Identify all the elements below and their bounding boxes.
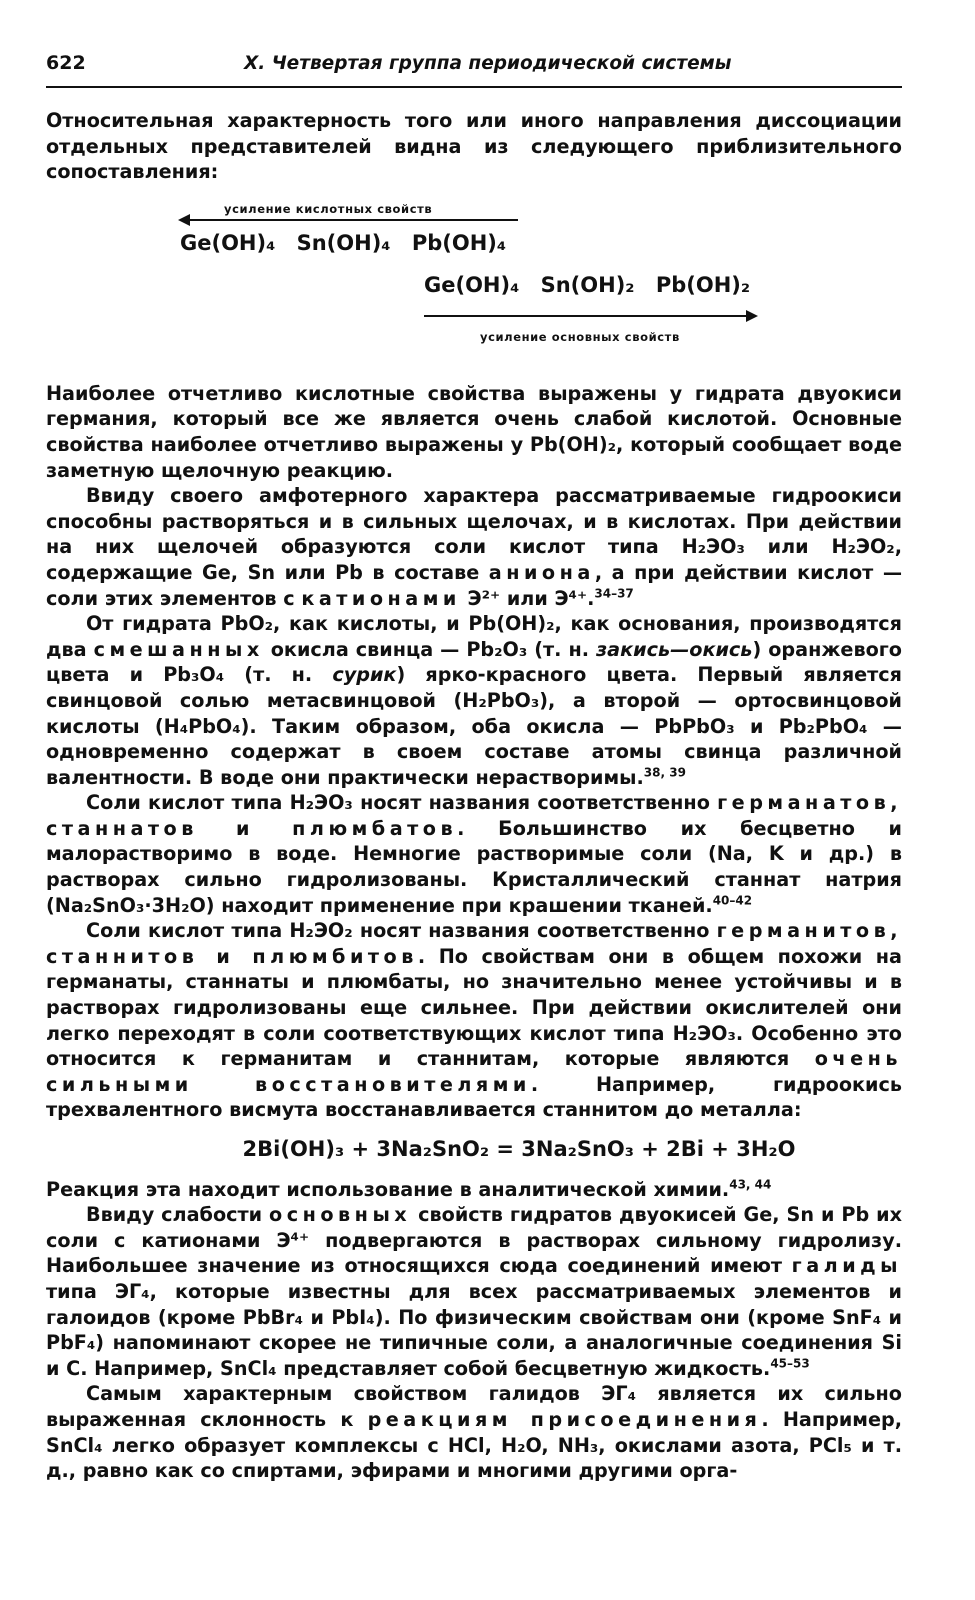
footnote-ref: 38, 39 xyxy=(643,765,686,780)
book-page xyxy=(46,52,902,1484)
paragraph-1: Наиболее отчетливо кислотные свойства выражены у гидрата двуокиси германия, который все же является очень слабой кислотой. Основные свойства наиболее отчетливо выражены у Pb(OH)₂, который сообщает воде заметную щелочную реакцию. xyxy=(46,381,902,482)
paragraph-2: Ввиду своего амфотерного характера рассматриваемые гидроокиси способны растворяться и в сильных щелочах, и в кислотах. При действии на них щелочей образуются соли кислот типа H₂ЭO₃ или H₂ЭO₂, содержащие Ge, Sn или Pb в составе аниона, а при действии кислот — соли этих элементов с катионами Э²⁺ или Э⁴⁺.$^{34-37}$ xyxy=(46,484,903,610)
acid-arrow xyxy=(180,219,518,221)
paragraph-5: Соли кислот типа H₂ЭO₂ носят названия соответственно германитов, станнитов и плюмбитов. По свойствам они в общем похожи на германаты, станнаты и плюмбаты, но значительно менее устойчивы и в растворах гидролизованы еще сильнее. При действии окислителей они легко переходят в соли соответствующих кислот типа H₂ЭO₃. Особенно это относится к германитам и станнитам, которые являются очень сильными восстановителями. Например, гидроокись трехвалентного висмута восстанавливается станнитом до металла: xyxy=(46,919,902,1122)
footnote-ref: 34–37 xyxy=(594,586,634,601)
dissociation-scheme xyxy=(46,195,902,373)
paragraph-8: Самым характерным свойством галидов ЭГ₄ является их сильно выраженная склонность к реакциям присоединения. Например, SnCl₄ легко образует комплексы с HCl, H₂O, NH₃, окислами азота, PCl₅ и т. д., равно как со спиртами, эфирами и многими другими орга- xyxy=(46,1382,902,1483)
acid-label: усиление кислотных свойств xyxy=(224,201,433,216)
paragraph-3: От гидрата PbO₂, как кислоты, и Pb(OH)₂, как основания, производятся два смешанных окисла свинца — Pb₂O₃ (т. н. закись—окись) оранжевого цвета и Pb₃O₄ (т. н. сурик) ярко-красного цвета. Первый является свинцовой солью метасвинцовой (H₂PbO₃), а второй — ортосвинцовой кислоты (H₄PbO₄). Таким образом, оба окисла — PbPbO₃ и Pb₂PbO₄ — одновременно содержат в своем составе атомы свинца различной валентности. В воде они практически нерастворимы.$^{38, 39}$ xyxy=(46,612,902,789)
body-text xyxy=(46,108,902,1484)
page-number: 622 xyxy=(46,52,86,74)
intro-paragraph: Относительная характерность того или иного направления диссоциации отдельных представителей видна из следующего приблизительного сопоставления: xyxy=(46,109,902,184)
footnote-ref: 43, 44 xyxy=(729,1177,772,1192)
paragraph-6: Реакция эта находит использование в аналитической химии.$^{43, 44}$ xyxy=(46,1177,772,1201)
base-label: усиление основных свойств xyxy=(480,329,680,344)
running-title: X. Четвертая группа периодической системы xyxy=(244,53,732,74)
reaction-equation: 2Bi(OH)₃ + 3Na₂SnO₂ = 3Na₂SnO₃ + 2Bi + 3H₂O xyxy=(242,1137,796,1161)
base-row: Ge(OH)₄ Sn(OH)₂ Pb(OH)₂ xyxy=(424,272,751,297)
paragraph-4: Соли кислот типа H₂ЭO₃ носят названия соответственно германатов, станнатов и плюмбатов. Большинство их бесцветно и малорастворимо в воде. Немногие растворимые соли (Na, K и др.) в растворах сильно гидролизованы. Кристаллический станнат натрия (Na₂SnO₃·3H₂O) находит применение при крашении тканей.$^{40-42}$ xyxy=(46,791,903,917)
footnote-ref: 40–42 xyxy=(712,893,753,908)
base-arrow xyxy=(424,315,756,317)
acid-row: Ge(OH)₄ Sn(OH)₄ Pb(OH)₄ xyxy=(180,230,507,255)
page-header xyxy=(46,52,902,88)
footnote-ref: 45–53 xyxy=(770,1356,810,1371)
paragraph-7: Ввиду слабости основных свойств гидратов двуокисей Ge, Sn и Pb их соли с катионами Э⁴⁺ подвергаются в растворах сильному гидролизу. Наибольшее значение из относящихся сюда соединений имеют галиды типа ЭГ₄, которые известны для всех рассматриваемых элементов и галоидов (кроме PbBr₄ и PbI₄). По физическим свойствам они (кроме SnF₄ и PbF₄) напоминают скорее не типичные соли, а аналогичные соединения Si и C. Например, SnCl₄ представляет собой бесцветную жидкость.$^{45-53}$ xyxy=(46,1203,902,1380)
